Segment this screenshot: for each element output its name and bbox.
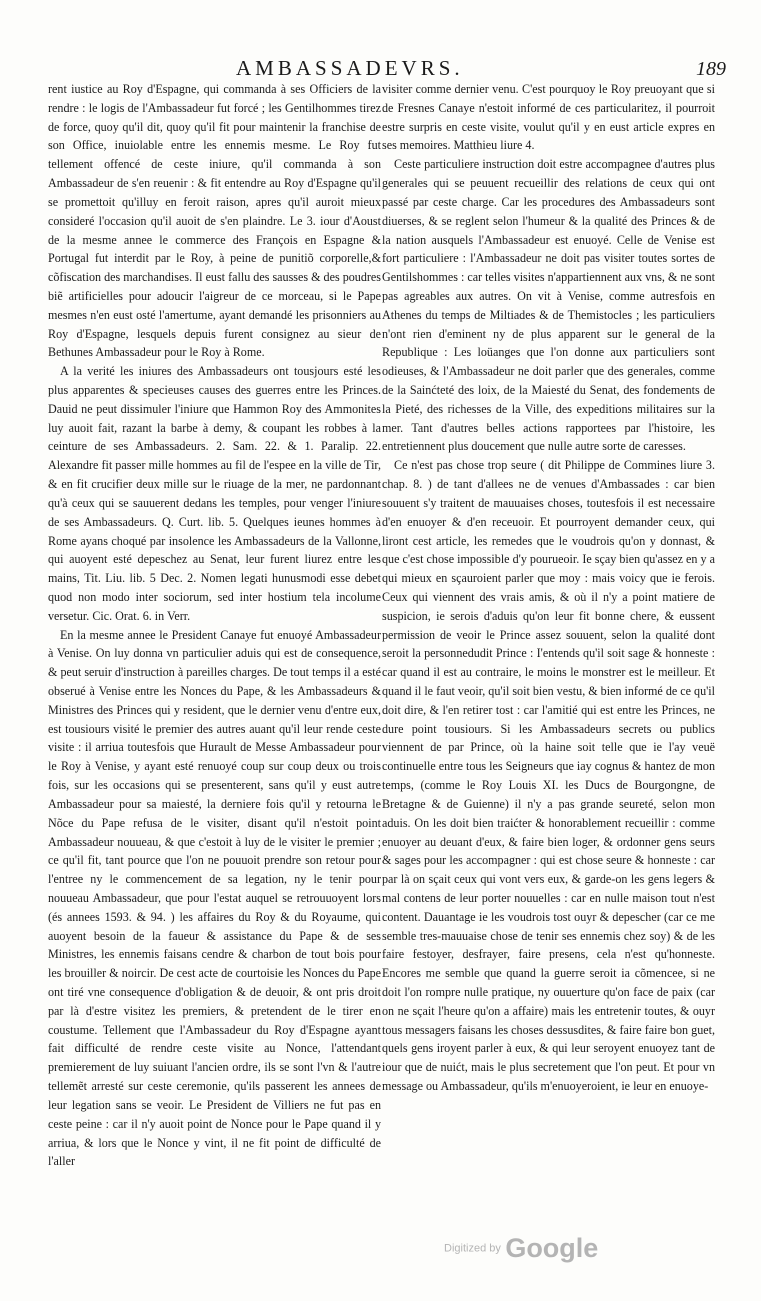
right-paragraph-3: Ce n'est pas chose trop seure ( dit Philippe de Commines liure 3. chap. 8. ) de tant d'allees ne de venues d'Ambassades : car bien souuent s'y traitent de mauuaises choses, toutesfois il est necessaire d'en enuoyer & d'en receuoir. Et pourroyent demander ceux, qui liront cest article, les remedes que le voudrois qu'on y donnast, & que c'est chose impossible d'y pourueoir. Ie sçay bien qu'assez en y a qui mieux en sçauroient parler que moy : mais voicy que ie ferois. Ceux qui viennent des vrais amis, & où il n'y a point matiere de suspicion, ie serois d'aduis qu'on leur fit bonne chere, & eussent permission de veoir le Prince assez souuent, selon la qualité dont seroit la personnedudit Prince : I'entends qu'il soit sage & honneste : car quand il est au contraire, le moins le monstrer est le meilleur. Et quand il le faut veoir, qu'il soit bien vestu, & bien informé de ce qu'il doit dire, & l'en retirer tost : car l'amitié qui est entre les Princes, ne dure point tousiours. Si les Ambassadeurs secrets ou publics viennent de par Prince, où la haine soit telle que ie l'ay veuë continuelle entre tous les Seigneurs que iay cognus & hantez de mon temps, (comme le Roy Louis XI. les Ducs de Bourgongne, de Bretagne & de Guienne) il n'y a pas grande seureté, selon mon aduis. On les doit bien traićter & honorablement recueillir : comme enuoyer au deuant d'eux, & faire bien loger, & ordonner gens seurs & sages pour les accompagner : qui est chose seure & honneste : car par là on sçait ceux qui vont vers eux, & garde-on les gens legers & mal contens de leur porter nouuelles : car en nulle maison tout n'est content. Dauantage ie les voudrois tost ouyr & depescher (car ce me semble tres-mauuaise chose de tenir ses ennemis chez soy) & de les faire festoyer, desfrayer, faire presens, cela n'est qu'honneste. Encores me semble que quand la guerre seroit ia cõmencee, si ne doit l'on rompre nulle pratique, ny ouuerture qu'on face de paix (car on ne sçait l'heure qu'on a affaire) mais les entretenir toutes, & ouyr tous messagers faisans les choses dessusdites, & faire faire bon guet, quels gens iroyent parler à eux, & qui leur seroyent enuoyez tant de iour que de nuićt, mais le plus secretement que l'on peut. Et pour vn message ou Ambassadeur, qu'ils m'enuoyeroient, ie leur en enuoye- xyxy=(382,458,716,1094)
page-number: 189 xyxy=(696,58,726,80)
digitized-by-text: Digitized by xyxy=(444,1242,501,1255)
right-column xyxy=(382,80,715,1096)
right-paragraph-2: Ceste particuliere instruction doit estre accompagnee d'autres plus generales qui se peuuent recueillir des relations de ceux qui ont passé par ceste charge. Car les procedures des Ambassadeurs sont diuerses, & se reglent selon l'humeur & la qualité des Princes & de la nation ausquels l'Ambassadeur est enuoyé. Celle de Venise est fort particuliere : l'Ambassadeur ne doit pas visiter toutes sortes de Gentilshommes : car telles visites n'appartiennent aux vns, & ne sont pas agreables aux autres. On vit à Venise, comme autresfois en Athenes du temps de Miltiades & de Themistocles ; les particuliers n'ont rien d'eminent ny de plus apparent sur le general de la Republique : Les loüanges que l'on donne aux particuliers sont odieuses, & l'Ambassadeur ne doit parler que des generales, comme de la Sainćteté des loix, de la Maiesté du Senat, des fondements de la Pieté, des richesses de la Ville, des expeditions militaires sur la mer. Tant d'autres belles actions rapportees par l'histoire, les entretiennent plus doucement que nulle autre sorte de caresses. xyxy=(382,157,716,454)
left-paragraph-1: rent iustice au Roy d'Espagne, qui commanda à ses Officiers de la rendre : le logis de l'Ambassadeur fut forcé ; les Gentilhommes tirez de force, quoy qu'il dit, quoy qu'il fit pour maintenir la franchise de son Office, inuiolable entre les ennemis mesme. Le Roy fut tellement offencé de ceste iniure, qu'il commanda à son Ambassadeur de s'en reuenir : & fit entendre au Roy d'Espagne qu'il se promettoit qu'illuy en feroit raison, apres qu'il auroit mieux consideré l'occasion qu'il auoit de s'en plaindre. Le 3. iour d'Aoust de la mesme annee le commerce des François en Espagne & Portugal fut interdit par le Roy, à peine de punitiõ corporelle,& cõfiscation des marchandises. Il eust fallu des sausses & des poudres biẽ artificielles pour adoucir l'aigreur de ce morceau, si le Pape mesmes n'en eust osté l'amertume, ayant demandé les prisonniers au Roy d'Espagne, lesquels depuis furent consignez au sieur de Bethunes Ambassadeur pour le Roy à Rome. xyxy=(48,82,381,360)
left-paragraph-3: En la mesme annee le President Canaye fut enuoyé Ambassadeur à Venise. On luy donna vn particulier aduis qui est de consequence, & peut seruir d'instruction à pareilles charges. De tout temps il a esté obserué à Venise entre les Nonces du Pape, & les Ambassadeurs & Ministres des Princes qui y resident, que le dernier venu d'entre eux, est tousiours visité le premier des autres auant qu'il leur rende ceste visite : il arriua toutesfois que Hurault de Messe Ambassadeur pour le Roy à Venise, y ayant esté renuoyé coup sur coup deux ou trois fois, sur les occasions qui se presenterent, sans qu'il y eust autre Ambassadeur pour sa maiesté, la derniere fois qu'il y retourna le Nõce du Pape refusa de le visiter, disant qu'il n'estoit point Ambassadeur nouueau, & que c'estoit à luy de le visiter le premier ; ce qu'il fit, tant pource que l'on ne pouuoit prendre son retour pour l'entree ny le commencement de sa legation, ny le tenir pour nouueau Ambassadeur, que pour l'estat auquel se retrouuoyent lors (és annees 1593. & 94. ) les affaires du Roy & du Royaume, qui auoyent besoin de la faueur & assistance du Pape & de ses Ministres, les ennemis faisans cendre & charbon de tout bois pour les brouiller & noircir. De cest acte de courtoisie les Nonces du Pape ont tiré vne consequence d'obligation & de deuoir, & ont pris droit par là d'estre visitez les premiers, & pretendent de le tirer en coustume. Tellement que l'Ambassadeur du Roy d'Espagne ayant fait difficulté de rendre ceste visite au Nonce, l'attendant premierement de luy suiuant l'ancien ordre, ils se sont l'vn & l'autre tellemẽt arresté sur ceste ceremonie, qu'ils passerent les annees de leur legation sans se veoir. Le President de Villiers ne fut pas en ceste peine : car il n'y auoit point de Nonce pour le Pape quand il y arriua, & lors que le Nonce y vint, il ne fit point de difficulté de l'aller xyxy=(48,627,381,1169)
running-head: AMBASSADEVRS. xyxy=(236,56,464,80)
google-logo: Google xyxy=(505,1233,599,1263)
left-column xyxy=(48,80,381,1171)
digitized-watermark xyxy=(444,1233,598,1264)
left-paragraph-2: A la verité les iniures des Ambassadeurs ont tousjours esté les plus apparentes & specieuses causes des guerres entre les Princes. Dauid ne peut dissimuler l'iniure que Hammon Roy des Ammonites luy auoit fait, razant la barbe à demy, & coupant les robbes à la ceinture de ses Ambassadeurs. 2. Sam. 22. & 1. Paralip. 22. Alexandre fit passer mille hommes au fil de l'espee en la ville de Tir, & en fit crucifier deux mille sur le riuage de la mer, ne pardonnant qu'à ceux qui se sauuerent dedans les temples, pour venger l'iniure de ses Ambassadeurs. Q. Curt. lib. 5. Quelques ieunes hommes à Rome ayans choqué par insolence les Ambassadeurs de la Vallonne, qui auoyent esté depeschez au Senat, leur furent liurez entre les mains, Tit. Liu. lib. 5 Dec. 2. Nomen legati hunusmodi esse debet quod non modo inter sociorum, sed inter hostium tela incolume versetur. Cic. Orat. 6. in Verr. xyxy=(48,364,381,623)
right-paragraph-1: visiter comme dernier venu. C'est pourquoy le Roy preuoyant que si de Fresnes Canaye n'estoit informé de ces particularitez, il pourroit estre surpris en ceste visite, voulut qu'il y en eust article expres en ses memoires. Matthieu liure 4. xyxy=(382,82,715,153)
